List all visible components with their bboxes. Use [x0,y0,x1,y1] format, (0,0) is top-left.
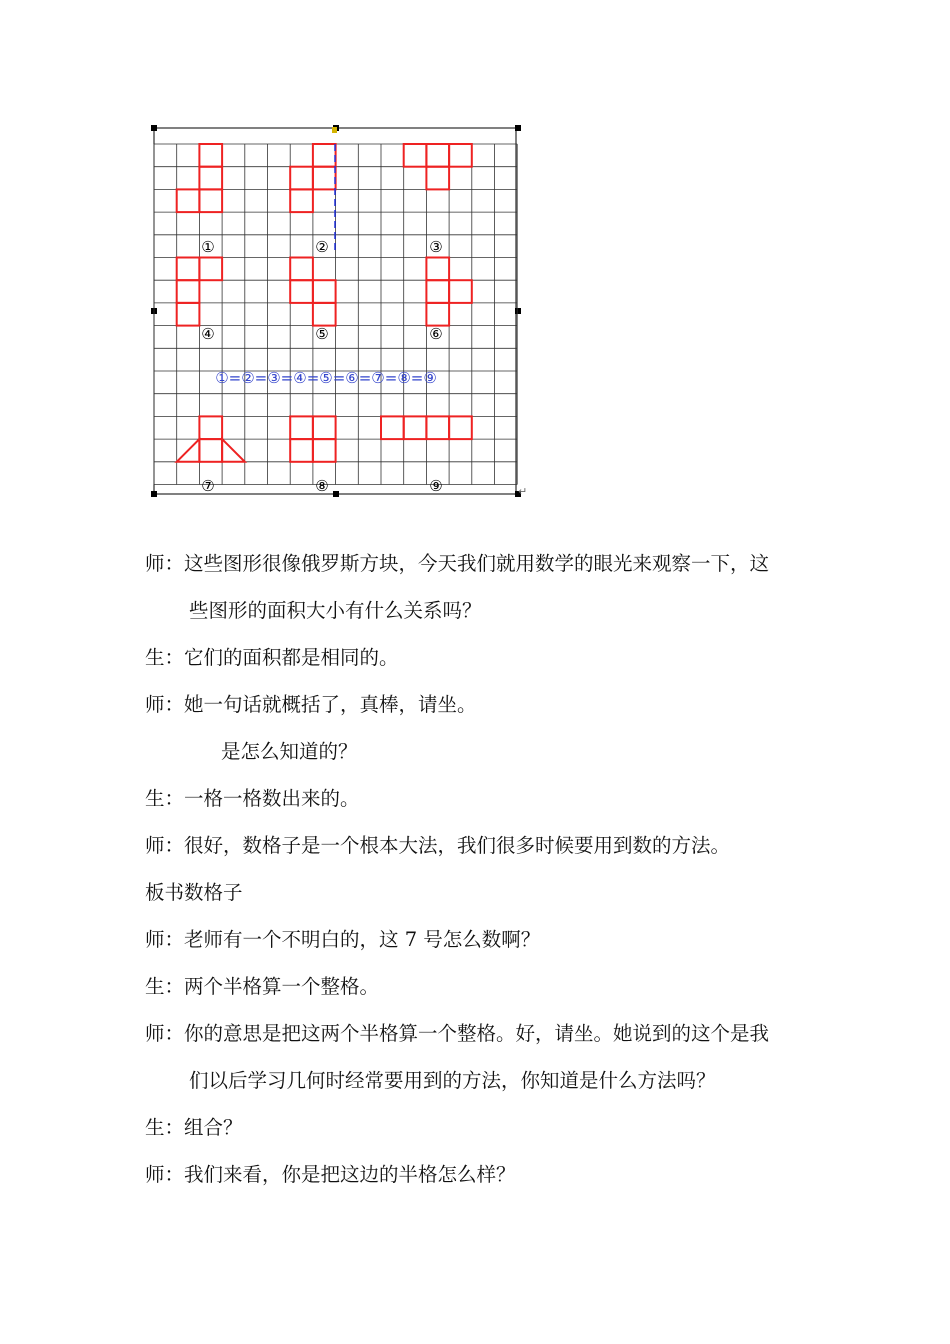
shape-4-cell [199,258,222,281]
shape-7-cell [199,439,222,462]
shape-5-cell [313,303,336,326]
shape-8-cell [290,416,313,439]
dialog-line-6: 生：一格一格数出来的。 [145,787,360,810]
shape-3-cell [449,144,472,167]
paragraph-return-mark: ↵ [518,485,528,498]
shape-3 [404,144,472,189]
shape-8-cell [290,439,313,462]
shape-4-cell [177,303,200,326]
label-8: ⑧ [315,477,329,495]
rotate-handle[interactable] [332,127,337,133]
dialog-line-8: 板书数格子 [145,881,243,904]
shape-7-half-cell [222,439,245,462]
dialog-line-2: 些图形的面积大小有什么关系吗？ [189,599,482,622]
shape-9-cell [381,416,404,439]
shape-6-cell [449,280,472,303]
shape-9-cell [404,416,427,439]
shape-6-cell [426,280,449,303]
shape-4 [177,258,222,326]
shape-2-cell [290,189,313,212]
shape-2-cell [313,167,336,190]
label-3: ③ [429,238,443,256]
shape-8-cell [313,439,336,462]
shape-1 [177,144,222,212]
label-6: ⑥ [429,325,443,343]
dialog-line-10: 生：两个半格算一个整格。 [145,975,380,998]
resize-handle-top-right[interactable] [515,125,521,131]
shape-5-cell [290,258,313,281]
resize-handle-bottom[interactable] [333,491,339,497]
lesson-transcript [145,540,825,1198]
dialog-line-12: 们以后学习几何时经常要用到的方法，你知道是什么方法吗？ [189,1069,716,1092]
grid-figure-svg [150,124,528,498]
label-2: ② [315,238,329,256]
shape-1-cell [199,189,222,212]
resize-handle-top-left[interactable] [151,125,157,131]
shape-5-cell [290,280,313,303]
resize-handle-right[interactable] [515,308,521,314]
label-5: ⑤ [315,325,329,343]
dialog-line-13: 生：组合？ [145,1116,243,1139]
shape-9 [381,416,472,439]
shape-1-cell [199,144,222,167]
shape-9-cell [449,416,472,439]
shape-3-cell [426,167,449,190]
resize-handle-bottom-left[interactable] [151,491,157,497]
shape-1-cell [199,167,222,190]
shape-6-cell [426,303,449,326]
label-4: ④ [201,325,215,343]
dialog-line-3: 生：它们的面积都是相同的。 [145,646,399,669]
shape-8-cell [313,416,336,439]
shape-3-cell [404,144,427,167]
dialog-line-5: 是怎么知道的？ [221,740,358,763]
shape-3-cell [426,144,449,167]
shape-6 [426,258,471,326]
shape-7-cell [199,416,222,439]
shape-7-half-cell [177,439,200,462]
dialog-line-9: 师：老师有一个不明白的，这 7 号怎么数啊？ [145,928,541,951]
label-1: ① [201,238,215,256]
shape-2 [290,144,335,212]
label-9: ⑨ [429,477,443,495]
shape-9-cell [426,416,449,439]
shape-1-cell [177,189,200,212]
shape-5 [290,258,335,326]
shape-6-cell [426,258,449,281]
shape-2-cell [290,167,313,190]
area-equation: ①=②=③=④=⑤=⑥=⑦=⑧=⑨ [215,369,437,387]
label-7: ⑦ [201,477,215,495]
dialog-line-4: 师：她一句话就概括了，真棒，请坐。 [145,693,477,716]
shape-8 [290,416,335,461]
dialog-line-1: 师：这些图形很像俄罗斯方块，今天我们就用数学的眼光来观察一下，这 [145,552,770,575]
shape-4-cell [177,280,200,303]
dialog-line-7: 师：很好，数格子是一个根本大法，我们很多时候要用到数的方法。 [145,834,731,857]
shape-4-cell [177,258,200,281]
shape-2-cell [313,144,336,167]
shape-5-cell [313,280,336,303]
grid-figure [150,124,528,498]
dialog-line-11: 师：你的意思是把这两个半格算一个整格。好，请坐。她说到的这个是我 [145,1022,770,1045]
dialog-line-14: 师：我们来看，你是把这边的半格怎么样？ [145,1163,516,1186]
